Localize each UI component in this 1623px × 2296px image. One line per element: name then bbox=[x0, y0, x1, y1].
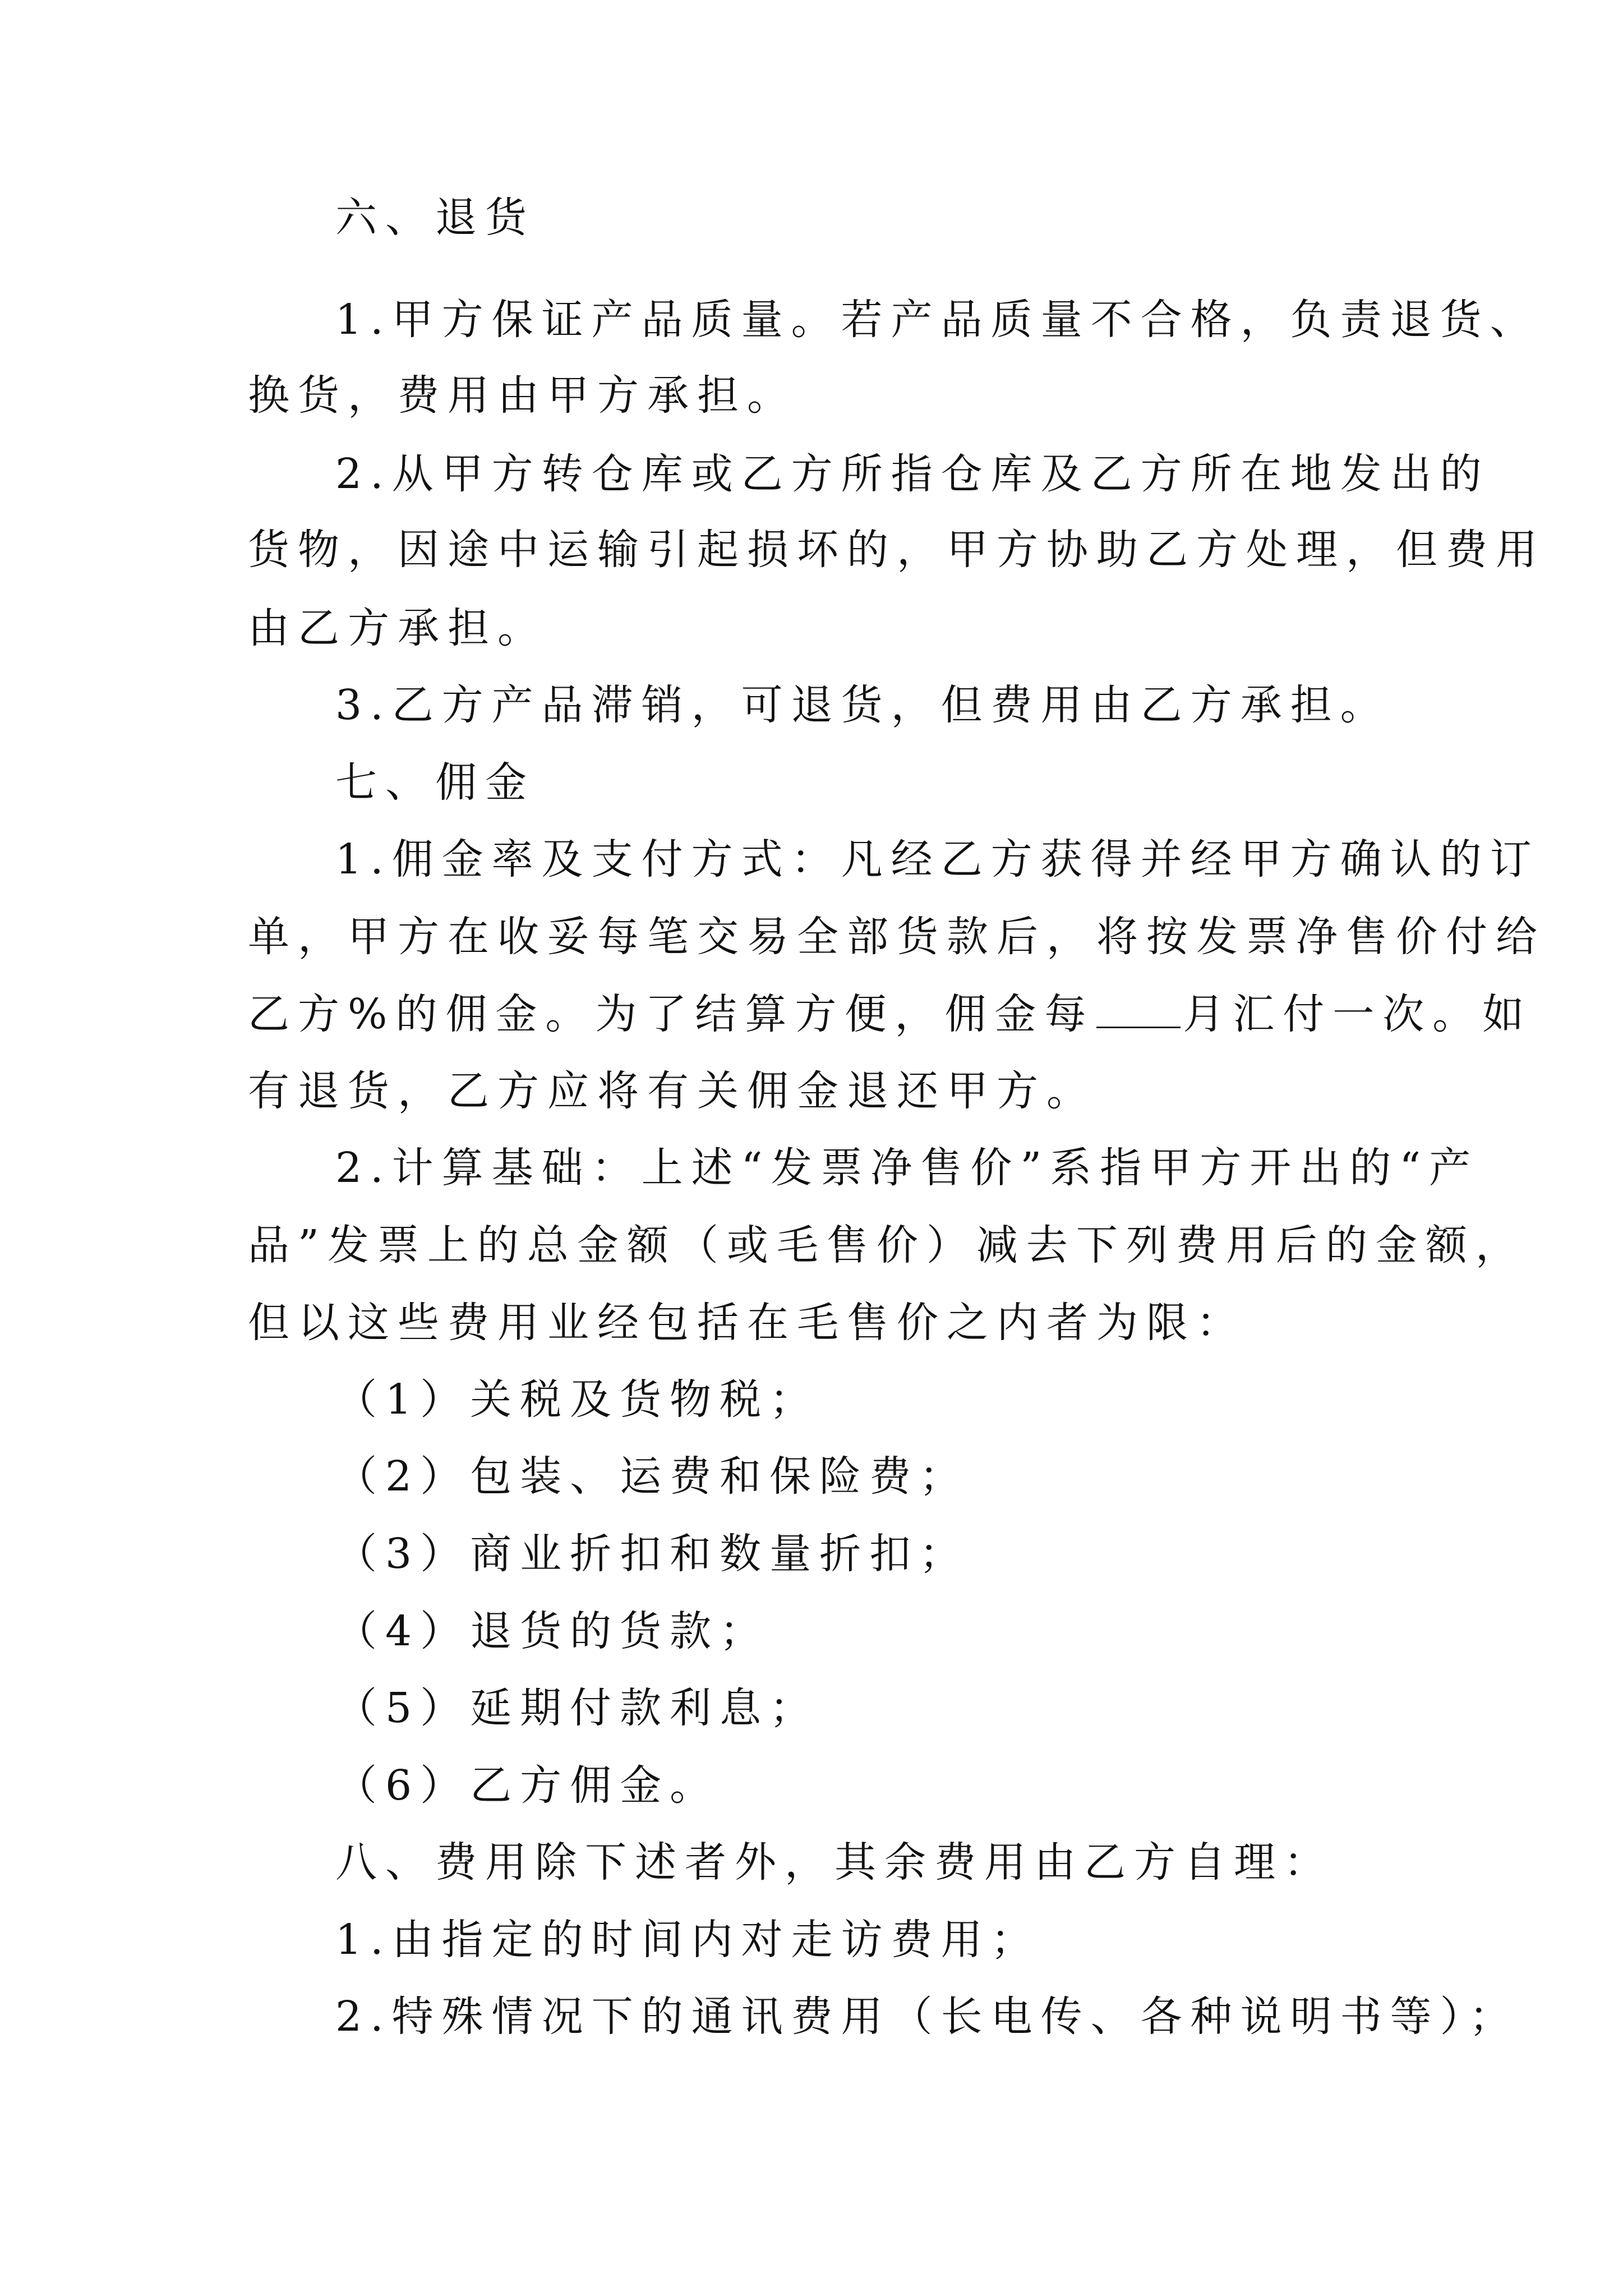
paragraph-line: 1.由指定的时间内对走访费用； bbox=[335, 1916, 1041, 1964]
list-item: （3）商业折扣和数量折扣； bbox=[335, 1530, 970, 1578]
paragraph-line: 2.特殊情况下的通讯费用（长电传、各种说明书等）； bbox=[335, 1993, 1519, 2041]
blank-line-text-before: 乙方%的佣金。为了结算方便，佣金每 bbox=[248, 990, 1095, 1038]
section-heading-expenses: 八、费用除下述者外，其余费用由乙方自理： bbox=[335, 1838, 1334, 1887]
section-heading-return: 六、退货 bbox=[335, 194, 535, 242]
paragraph-line: 由乙方承担。 bbox=[248, 604, 547, 652]
paragraph-line: 换货，费用由甲方承担。 bbox=[248, 371, 797, 420]
paragraph-line: 但以这些费用业经包括在毛售价之内者为限： bbox=[248, 1299, 1246, 1347]
paragraph-line: 2.从甲方转仓库或乙方所指仓库及乙方所在地发出的 bbox=[335, 450, 1490, 498]
paragraph-line-with-blank bbox=[248, 986, 1532, 1042]
list-item: （5）延期付款利息； bbox=[335, 1684, 820, 1732]
paragraph-line: 品”发票上的总金额（或毛售价）减去下列费用后的金额， bbox=[248, 1221, 1525, 1269]
section-heading-commission: 七、佣金 bbox=[335, 758, 535, 807]
paragraph-line: 3.乙方产品滞销，可退货，但费用由乙方承担。 bbox=[335, 681, 1390, 729]
paragraph-line: 单，甲方在收妥每笔交易全部货款后，将按发票净售价付给 bbox=[248, 913, 1546, 961]
blank-line-text-after: 月汇付一次。如 bbox=[1183, 990, 1533, 1038]
paragraph-line: 1.佣金率及支付方式：凡经乙方获得并经甲方确认的订 bbox=[335, 835, 1540, 884]
fill-in-blank bbox=[1096, 991, 1181, 1028]
paragraph-line: 有退货，乙方应将有关佣金退还甲方。 bbox=[248, 1067, 1096, 1115]
list-item: （4）退货的货款； bbox=[335, 1607, 770, 1655]
paragraph-line: 1.甲方保证产品质量。若产品质量不合格，负责退货、 bbox=[335, 296, 1540, 344]
list-item: （2）包装、运费和保险费； bbox=[335, 1452, 970, 1501]
paragraph-line: 2.计算基础：上述“发票净售价”系指甲方开出的“产 bbox=[335, 1144, 1479, 1192]
paragraph-line: 货物，因途中运输引起损坏的，甲方协助乙方处理，但费用 bbox=[248, 526, 1546, 574]
list-item: （6）乙方佣金。 bbox=[335, 1761, 720, 1810]
list-item: （1）关税及货物税； bbox=[335, 1375, 820, 1424]
